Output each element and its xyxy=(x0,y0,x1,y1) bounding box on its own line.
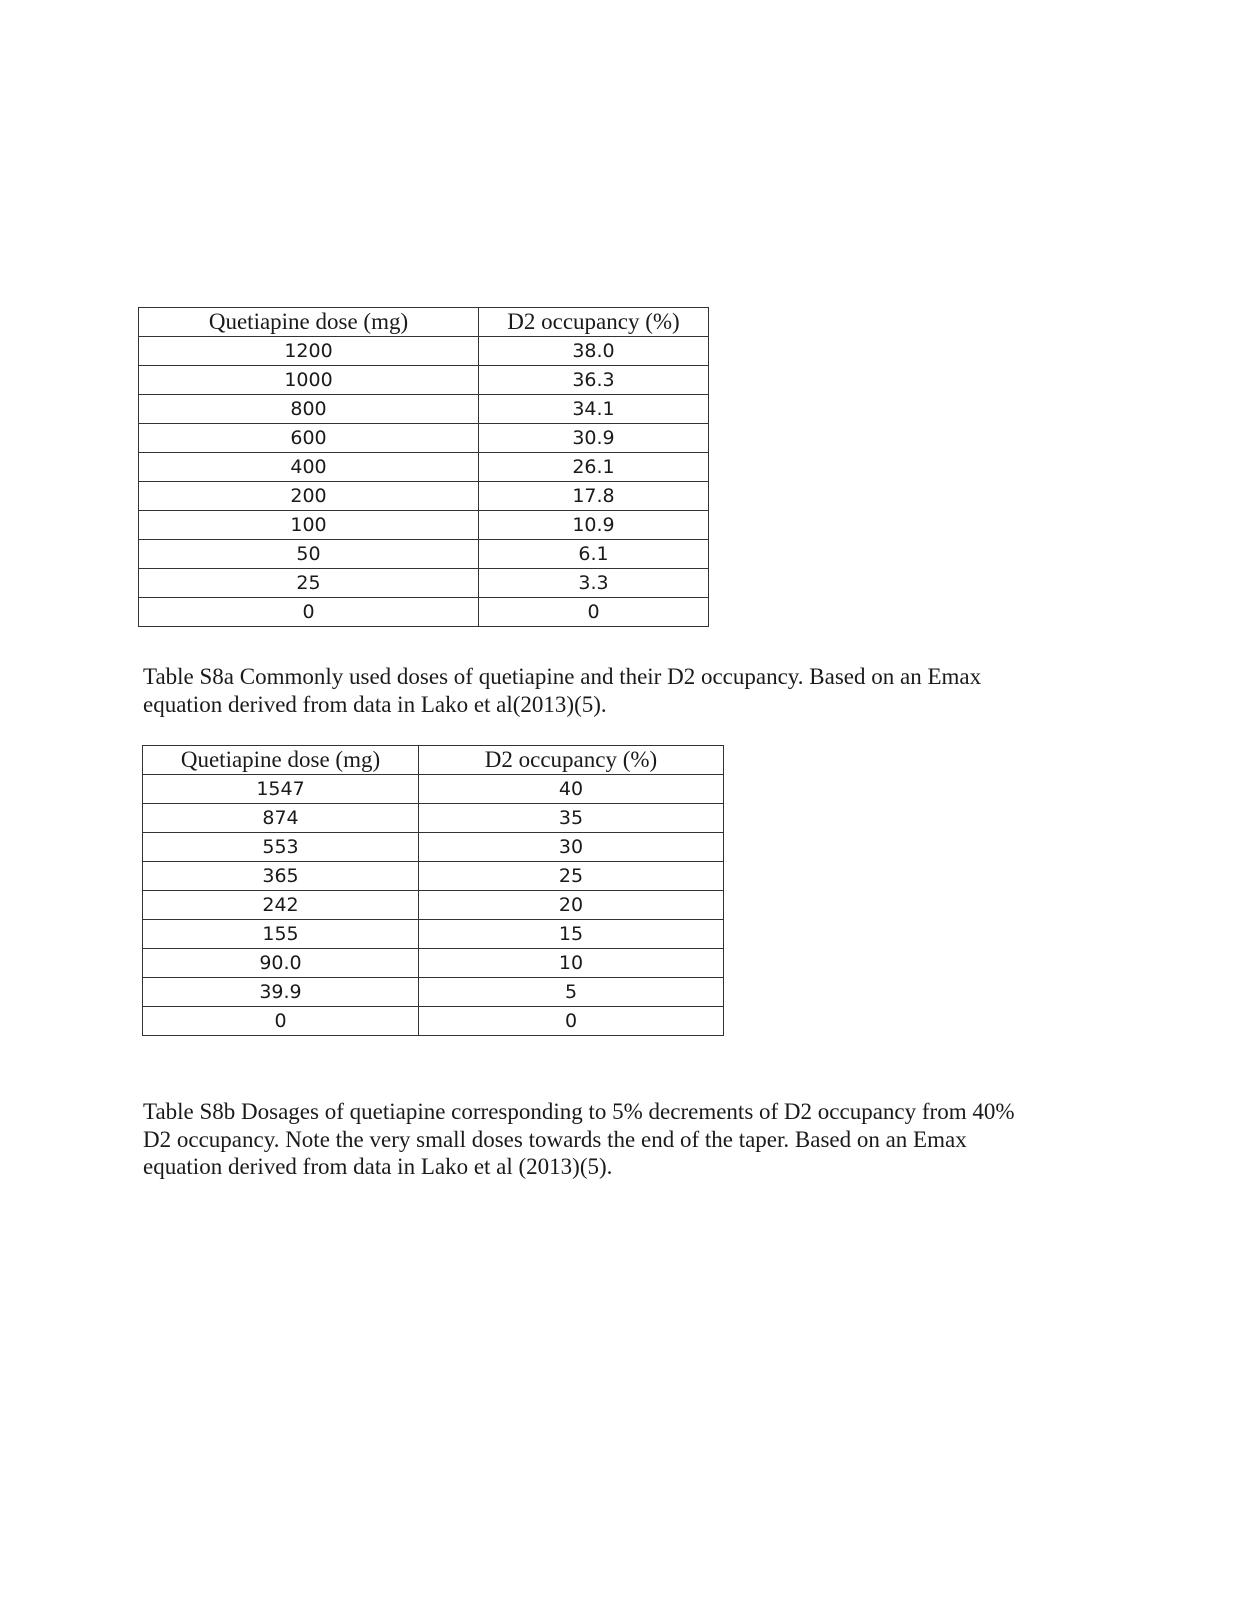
dose-cell: 553 xyxy=(143,833,419,862)
occupancy-cell: 30.9 xyxy=(479,424,709,453)
table-row xyxy=(143,833,724,862)
occupancy-cell: 3.3 xyxy=(479,569,709,598)
occupancy-cell: 40 xyxy=(419,775,724,804)
table-row xyxy=(139,511,709,540)
table-row xyxy=(143,862,724,891)
table-row xyxy=(143,1007,724,1036)
occupancy-cell: 34.1 xyxy=(479,395,709,424)
table-row xyxy=(139,453,709,482)
occupancy-cell: 35 xyxy=(419,804,724,833)
caption-line: Table S8b Dosages of quetiapine corresponding to 5% decrements of D2 occupancy from 40% xyxy=(143,1099,1015,1124)
dose-cell: 25 xyxy=(139,569,479,598)
dose-cell: 0 xyxy=(139,598,479,627)
header-dose: Quetiapine dose (mg) xyxy=(143,746,419,775)
table-row xyxy=(139,337,709,366)
table-a-caption xyxy=(143,663,1143,718)
dose-cell: 200 xyxy=(139,482,479,511)
occupancy-cell: 36.3 xyxy=(479,366,709,395)
dose-cell: 39.9 xyxy=(143,978,419,1007)
dose-cell: 1000 xyxy=(139,366,479,395)
occupancy-cell: 30 xyxy=(419,833,724,862)
dose-cell: 1200 xyxy=(139,337,479,366)
occupancy-cell: 10.9 xyxy=(479,511,709,540)
dose-cell: 400 xyxy=(139,453,479,482)
caption-line: Table S8a Commonly used doses of quetiapine and their D2 occupancy. Based on an Emax xyxy=(143,664,982,689)
dose-cell: 155 xyxy=(143,920,419,949)
quetiapine-occupancy-table-b xyxy=(142,745,724,1036)
table-row xyxy=(143,920,724,949)
table-header-row xyxy=(143,746,724,775)
occupancy-cell: 38.0 xyxy=(479,337,709,366)
occupancy-cell: 17.8 xyxy=(479,482,709,511)
dose-cell: 800 xyxy=(139,395,479,424)
dose-cell: 100 xyxy=(139,511,479,540)
occupancy-cell: 15 xyxy=(419,920,724,949)
caption-line: equation derived from data in Lako et al(2013)(5). xyxy=(143,691,607,717)
occupancy-cell: 20 xyxy=(419,891,724,920)
dose-cell: 50 xyxy=(139,540,479,569)
dose-cell: 90.0 xyxy=(143,949,419,978)
table-row xyxy=(139,424,709,453)
table-row xyxy=(139,540,709,569)
table-row xyxy=(143,978,724,1007)
dose-cell: 242 xyxy=(143,891,419,920)
occupancy-cell: 0 xyxy=(419,1007,724,1036)
occupancy-cell: 10 xyxy=(419,949,724,978)
table-row xyxy=(139,482,709,511)
dose-cell: 874 xyxy=(143,804,419,833)
caption-line: equation derived from data in Lako et al (2013)(5). xyxy=(143,1154,613,1179)
table-header-row xyxy=(139,308,709,337)
caption-line: D2 occupancy. Note the very small doses towards the end of the taper. Based on an Emax xyxy=(143,1126,967,1152)
occupancy-cell: 5 xyxy=(419,978,724,1007)
table-row xyxy=(139,366,709,395)
occupancy-cell: 6.1 xyxy=(479,540,709,569)
occupancy-cell: 25 xyxy=(419,862,724,891)
occupancy-cell: 0 xyxy=(479,598,709,627)
table-row xyxy=(139,598,709,627)
table-row xyxy=(143,775,724,804)
quetiapine-occupancy-table-a xyxy=(138,307,709,627)
table-b-caption xyxy=(143,1098,1143,1181)
header-dose: Quetiapine dose (mg) xyxy=(139,308,479,337)
dose-cell: 365 xyxy=(143,862,419,891)
dose-cell: 1547 xyxy=(143,775,419,804)
header-occupancy: D2 occupancy (%) xyxy=(479,308,709,337)
occupancy-cell: 26.1 xyxy=(479,453,709,482)
table-row xyxy=(139,569,709,598)
table-row xyxy=(143,891,724,920)
table-row xyxy=(143,949,724,978)
table-row xyxy=(139,395,709,424)
dose-cell: 0 xyxy=(143,1007,419,1036)
table-row xyxy=(143,804,724,833)
header-occupancy: D2 occupancy (%) xyxy=(419,746,724,775)
dose-cell: 600 xyxy=(139,424,479,453)
